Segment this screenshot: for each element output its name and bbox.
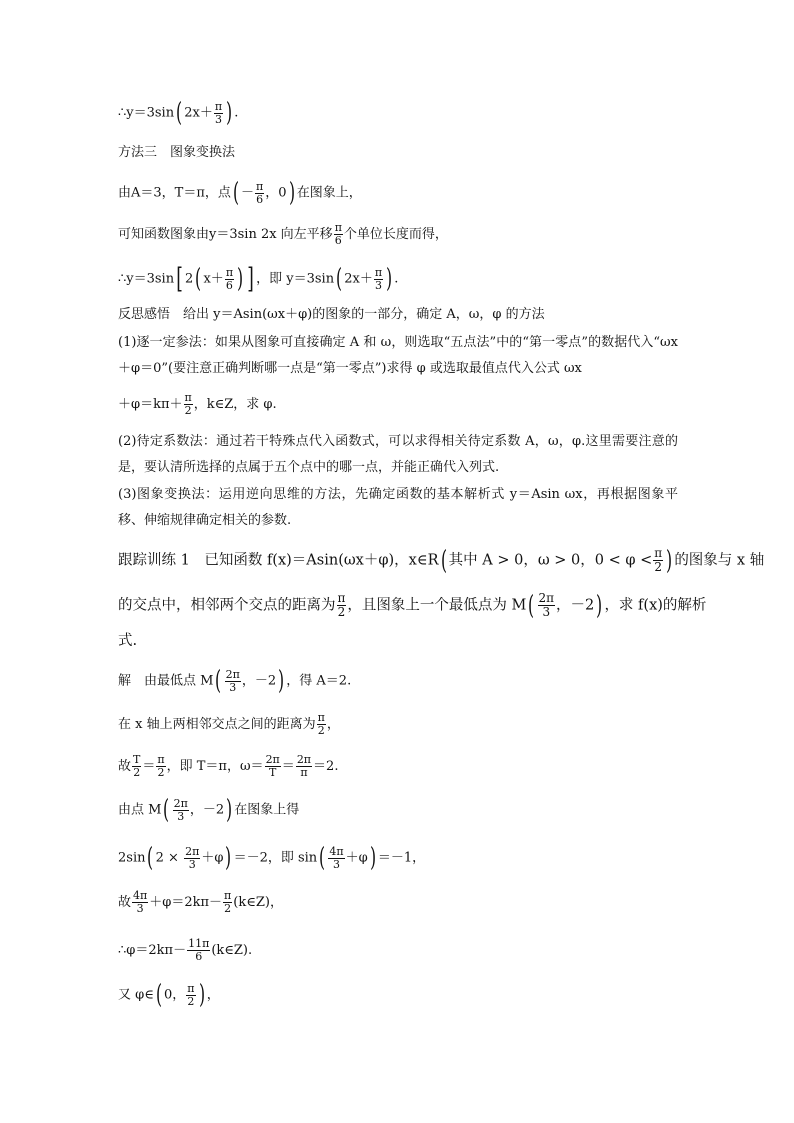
text: ＋φ＝2kπ－ (149, 895, 223, 910)
equation-line-5 (118, 262, 399, 295)
left-paren: ( (195, 264, 202, 294)
fraction: $\frac{2\pi}{3}$ (173, 796, 188, 823)
reflection-heading: 反思感悟 给出 y＝Asin(ωx＋φ)的图象的一部分，确定 A，ω，φ 的方法 (118, 307, 545, 322)
solution-line-5 (118, 845, 425, 871)
exercise-line-1 (118, 547, 764, 574)
left-paren: ( (163, 795, 170, 825)
right-paren: ) (237, 264, 244, 294)
right-paren: ) (369, 843, 376, 873)
text: 个单位长度而得， (343, 227, 448, 242)
exercise-line-2 (118, 592, 706, 619)
text: x＋ (203, 271, 224, 287)
left-paren: ( (176, 98, 183, 128)
text: 2 × (155, 850, 184, 866)
solution-line-2 (118, 712, 340, 737)
text: ，－2 (556, 597, 595, 614)
exercise-line-3: 式. (118, 633, 138, 649)
text: (k∈Z)， (233, 895, 283, 910)
text: . (234, 105, 239, 121)
text: ＋φ (345, 850, 368, 866)
text: 解 由最低点 M (118, 673, 214, 689)
fraction: $\frac{4\pi}{3}$ (329, 844, 344, 871)
right-paren: ) (666, 545, 673, 576)
text: 跟踪训练 1 已知函数 f(x)＝Asin(ωx＋φ)，x∈R (118, 552, 439, 569)
left-paren: ( (319, 843, 326, 873)
text: ＝2. (313, 759, 339, 774)
text: ∴y＝3sin (118, 271, 175, 287)
equation-line-1 (118, 100, 238, 126)
fraction: $\frac{\pi}{6}$ (225, 265, 234, 292)
text: 故 (118, 895, 132, 910)
text: 由点 M (118, 802, 162, 818)
text: (k∈Z). (211, 943, 253, 958)
text: ，0 (265, 185, 287, 201)
right-paren: ) (288, 178, 295, 208)
paragraph-2: (2)待定系数法：通过若干特殊点代入函数式，可以求得相关待定系数 A，ω，φ.这里需要注意的是，要认清所选择的点属于五个点中的哪一点，并能正确代入列式. (118, 434, 678, 475)
solution-line-6 (118, 890, 283, 915)
text: 在 x 轴上两相邻交点之间的距离为 (118, 717, 316, 732)
text: 2x＋ (344, 271, 373, 287)
left-paren: ( (440, 545, 447, 576)
text: ，得 A＝2. (286, 673, 352, 689)
left-paren: ( (147, 843, 154, 873)
solution-line-3 (118, 754, 338, 779)
left-bracket: [ (176, 262, 183, 295)
left-paren: ( (528, 590, 535, 621)
text: ∴y＝3sin (118, 105, 175, 121)
fraction: $\frac{2\pi}{T}$ (265, 753, 280, 779)
text: 在图象上， (296, 185, 362, 201)
text: ，即 y＝3sin (256, 271, 335, 287)
fraction: $\frac{\pi}{6}$ (334, 221, 342, 247)
method-three-heading: 方法三 图象变换法 (118, 145, 236, 160)
text: ，k∈Z，求 φ. (193, 397, 277, 412)
left-paren: ( (155, 980, 162, 1010)
text: 由A＝3，T＝π，点 (118, 185, 231, 201)
right-bracket: ] (247, 262, 254, 295)
right-paren: ) (226, 795, 233, 825)
text: ＝ (281, 759, 295, 774)
text: ，－2 (189, 802, 225, 818)
text: ，即 T＝π，ω＝ (166, 759, 264, 774)
text: ， (326, 717, 340, 732)
text: ， (206, 987, 220, 1003)
fraction: $\frac{\pi}{2}$ (317, 711, 325, 737)
equation-line-4 (118, 222, 448, 247)
fraction: $\frac{\pi}{2}$ (224, 889, 232, 915)
text: ＋φ (201, 850, 224, 866)
text: ，求 f(x)的解析 (604, 597, 707, 614)
fraction: $\frac{2\pi}{3}$ (538, 591, 555, 619)
text: . (394, 271, 399, 287)
solution-line-4 (118, 797, 299, 823)
fraction: $\frac{\pi}{3}$ (374, 265, 383, 292)
solution-line-1 (118, 668, 351, 694)
right-paren: ) (226, 98, 233, 128)
text: ＝－2，即 sin (233, 850, 318, 866)
text: 2sin (118, 850, 146, 866)
paragraph-3: (3)图象变换法：运用逆向思维的方法，先确定函数的基本解析式 y＝Asin ωx，再根据图象平移、伸缩规律确定相关的参数. (118, 487, 678, 528)
paragraph-1-end (118, 392, 277, 417)
text: ＋φ＝kπ＋ (118, 397, 183, 412)
fraction: $\frac{\pi}{3}$ (214, 99, 223, 126)
fraction: $\frac{\pi}{2}$ (157, 753, 165, 779)
text: 可知函数图象由y＝3sin 2x 向左平移 (118, 227, 333, 242)
text: 故 (118, 759, 132, 774)
text: ∴φ＝2kπ－ (118, 943, 187, 958)
text: 的图象与 x 轴 (674, 552, 765, 569)
fraction: $\frac{T}{2}$ (133, 753, 141, 779)
text: ＝ (142, 759, 156, 774)
text: 又 φ∈ (118, 987, 154, 1003)
left-paren: ( (232, 178, 239, 208)
right-paren: ) (596, 590, 603, 621)
right-paren: ) (386, 264, 393, 294)
text: 2 (185, 271, 194, 287)
fraction: $\frac{\pi}{6}$ (256, 179, 264, 206)
text: 的交点中，相邻两个交点的距离为 (118, 597, 336, 614)
fraction: $\frac{2\pi}{3}$ (225, 667, 240, 694)
fraction: $\frac{\pi}{2}$ (654, 546, 663, 574)
text: 2x＋ (184, 105, 213, 121)
right-paren: ) (225, 843, 232, 873)
fraction: $\frac{11\pi}{6}$ (188, 937, 210, 963)
left-paren: ( (336, 264, 343, 294)
fraction: $\frac{4\pi}{3}$ (133, 889, 148, 915)
left-paren: ( (215, 666, 222, 696)
text: ＝－1， (377, 850, 426, 866)
paragraph-1: (1)逐一定参法：如果从图象可直接确定 A 和 ω，则选取“五点法”中的“第一零点”的数据代入“ωx＋φ＝0”(要注意正确判断哪一点是“第一零点”)求得 φ 或选取最值点代入公式 ωx (118, 335, 678, 376)
fraction: $\frac{2\pi}{\pi}$ (296, 753, 312, 779)
text: ，且图象上一个最低点为 M (347, 597, 527, 614)
fraction: $\frac{2\pi}{3}$ (185, 844, 200, 871)
fraction: $\frac{\pi}{2}$ (337, 591, 346, 619)
right-paren: ) (198, 980, 205, 1010)
text: 其中 A > 0，ω > 0，0 < φ < (448, 552, 653, 569)
fraction: $\frac{\pi}{2}$ (187, 981, 195, 1008)
text: 在图象上得 (234, 802, 300, 818)
solution-line-8 (118, 982, 220, 1008)
fraction: $\frac{\pi}{2}$ (184, 391, 192, 417)
right-paren: ) (278, 666, 285, 696)
equation-line-3 (118, 180, 362, 206)
text: － (241, 185, 255, 201)
text: 0， (164, 987, 186, 1003)
solution-line-7 (118, 938, 252, 963)
text: ，－2 (241, 673, 277, 689)
